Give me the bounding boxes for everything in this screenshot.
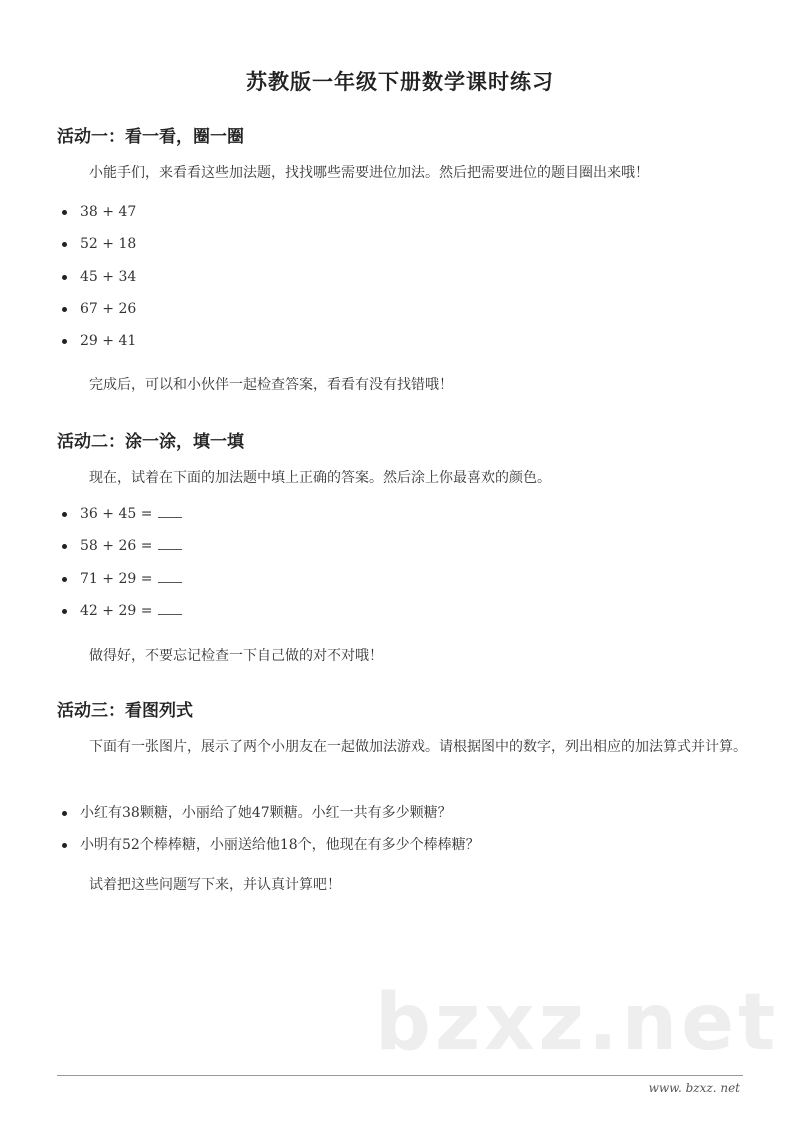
activity2-heading: 活动二：涂一涂，填一填: [57, 432, 244, 452]
watermark: bzxz.net: [375, 978, 780, 1068]
document-title: 苏教版一年级下册数学课时练习: [246, 69, 554, 94]
activity1-heading: 活动一：看一看，圈一圈: [57, 127, 244, 147]
answer-blank[interactable]: [158, 602, 182, 615]
list-item: [60, 595, 182, 627]
list-item: 小明有52个棒棒糖，小丽送给他18个，他现在有多少个棒棒糖？: [60, 829, 480, 861]
activity1-list: [60, 196, 136, 357]
list-item: 67 + 26: [60, 293, 136, 325]
equation: 58 + 26 =: [80, 538, 153, 555]
list-item: [60, 530, 182, 562]
activity3-intro: 下面有一张图片，展示了两个小朋友在一起做加法游戏。请根据图中的数字，列出相应的加法算式并计算。: [89, 739, 747, 755]
list-item: 45 + 34: [60, 261, 136, 293]
equation: 42 + 29 =: [80, 602, 153, 619]
activity3-heading: 活动三：看图列式: [57, 701, 193, 721]
list-item: 小红有38颗糖，小丽给了她47颗糖。小红一共有多少颗糖？: [60, 797, 480, 829]
list-item: [60, 563, 182, 595]
list-item: 52 + 18: [60, 228, 136, 260]
answer-blank[interactable]: [158, 537, 182, 550]
answer-blank[interactable]: [158, 570, 182, 583]
activity1-intro: 小能手们，来看看这些加法题，找找哪些需要进位加法。然后把需要进位的题目圈出来哦！: [89, 165, 649, 181]
footer-url: www. bzxz. net: [648, 1081, 740, 1095]
answer-blank[interactable]: [158, 505, 182, 518]
equation: 36 + 45 =: [80, 506, 153, 522]
activity3-outro: 试着把这些问题写下来，并认真计算吧！: [89, 877, 341, 893]
equation: 71 + 29 =: [80, 570, 153, 587]
list-item: [60, 498, 182, 530]
activity2-list: [60, 498, 182, 627]
activity2-intro: 现在，试着在下面的加法题中填上正确的答案。然后涂上你最喜欢的颜色。: [89, 470, 551, 486]
list-item: 29 + 41: [60, 325, 136, 357]
list-item: 38 + 47: [60, 196, 136, 228]
activity1-outro: 完成后，可以和小伙伴一起检查答案，看看有没有找错哦！: [89, 377, 453, 393]
activity3-list: [60, 797, 480, 862]
footer-divider: [57, 1075, 743, 1076]
activity2-outro: 做得好，不要忘记检查一下自己做的对不对哦！: [89, 648, 383, 664]
